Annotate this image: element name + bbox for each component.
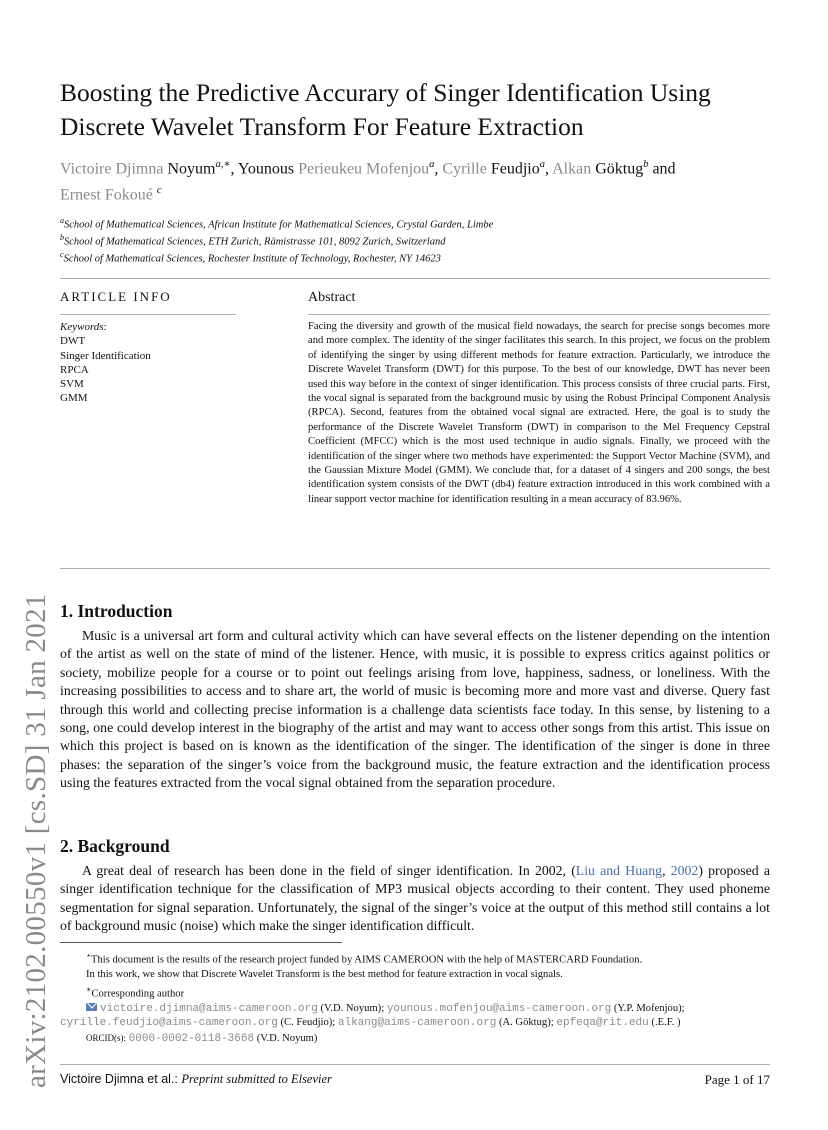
affiliation-mark: b bbox=[60, 233, 64, 242]
author-affiliation-mark: a bbox=[539, 159, 545, 170]
keyword: DWT bbox=[60, 335, 86, 348]
introduction-paragraph: Music is a universal art form and cultural activity which can have several effects on the listener depending on the intention of the artist as well on the state of mind of the listener. Hence, with music, it is possible to express critics against politics or society, mobilize people for a course or to point out feelings arising from love, happiness, sadness, or loneliness. With the increasing possibilities to access and to share art, the world of music is becoming more and more vast and diverse. Query fast through this world and collecting precise information is a challenge data scientists face today. In this sense, by listening to a song, one could develop interest in the biography of the artist and may want to access other songs from this artist. This issue on which this project is based on is known as the identification of the singer. The identification of the singer is done in three phases: the separation of the singer’s voice from the background music, the feature extraction and the identification process using the features extracted from the vocal signal obtained from the separation procedure. bbox=[60, 628, 770, 791]
affiliation bbox=[60, 216, 493, 231]
article-info-divider bbox=[60, 314, 236, 315]
affiliation bbox=[60, 233, 445, 248]
keyword: RPCA bbox=[60, 363, 89, 376]
abstract-bottom-divider bbox=[60, 568, 770, 569]
email-owner: (C. Feudjio); bbox=[277, 1017, 338, 1029]
author-family-name: Noyum bbox=[167, 160, 216, 178]
email-line-1 bbox=[60, 1002, 772, 1017]
section-heading-background: 2. Background bbox=[60, 836, 170, 856]
citation-separator: , bbox=[662, 863, 671, 878]
orcid-owner: (V.D. Noyum) bbox=[254, 1033, 318, 1045]
footer-journal: Preprint submitted to Elsevier bbox=[181, 1072, 332, 1086]
orcid-line bbox=[60, 1031, 772, 1047]
header-divider bbox=[60, 278, 770, 279]
funding-footnote bbox=[60, 949, 772, 968]
abstract-divider bbox=[308, 314, 770, 315]
footer-authors: Victoire Djimna et al.: bbox=[60, 1072, 182, 1086]
page-number: Page 1 of 17 bbox=[704, 1072, 770, 1087]
author-affiliation-mark: a bbox=[429, 159, 435, 170]
email-link[interactable]: epfeqa@rit.edu bbox=[556, 1017, 649, 1030]
author-family-name: Feudjio bbox=[490, 160, 540, 178]
corresponding-footnote bbox=[60, 983, 772, 1002]
envelope-icon bbox=[86, 1003, 97, 1011]
section-heading-introduction: 1. Introduction bbox=[60, 601, 173, 621]
affiliation-text: School of Mathematical Sciences, Rochester Institute of Technology, Rochester, NY 14623 bbox=[63, 253, 441, 265]
affiliation-text: School of Mathematical Sciences, African Institute for Mathematical Sciences, Crystal Garden, Limbe bbox=[64, 219, 494, 231]
author-separator: , bbox=[230, 160, 238, 178]
background-text: A great deal of research has been done in the field of singer identification. In 2002, ( bbox=[82, 863, 576, 878]
affiliation-mark: a bbox=[60, 216, 64, 225]
article-info-heading: ARTICLE INFO bbox=[60, 289, 172, 304]
author-given-name: Victoire Djimna bbox=[60, 160, 164, 178]
author-given-name: Alkan bbox=[552, 160, 592, 178]
background-paragraph bbox=[60, 862, 770, 936]
citation-author[interactable]: Liu and Huang bbox=[575, 863, 663, 878]
author-given-name: Ernest Fokoué bbox=[60, 186, 153, 204]
footer-running-head bbox=[60, 1072, 332, 1087]
email-owner: (V.D. Noyum); bbox=[317, 1002, 387, 1014]
keyword: GMM bbox=[60, 392, 88, 405]
keyword: Singer Identification bbox=[60, 349, 151, 362]
footnotes bbox=[60, 949, 772, 1047]
affiliation-mark: c bbox=[60, 250, 64, 259]
footnote-text: This document is the results of the research project funded by AIMS CAMEROON with the help of MASTERCARD Foundation. bbox=[91, 954, 643, 966]
title-line-1: Boosting the Predictive Accurary of Singer Identification Using bbox=[60, 78, 711, 107]
email-link[interactable]: alkang@aims-cameroon.org bbox=[337, 1017, 497, 1030]
orcid-label: ORCID(s): bbox=[86, 1033, 126, 1044]
author-affiliation-mark: c bbox=[156, 185, 162, 197]
abstract-text: Facing the diversity and growth of the musical field nowadays, the search for precise songs becomes more and more complex. The identity of the singer facilitates this search. In this project, we focus on the problem of identifying the singer by using different methods for feature extraction. Particularly, we introduce the Discrete Wavelet Transform (DWT) for this purpose. To the best of our knowledge, DWT has never been used this way before in the context of singer identification. This process consists of three crucial parts. First, the vocal signal is separated from the background music by using the Robust Principal Component Analysis (RPCA). Second, features from the obtained vocal signal are extracted. Here, the goal is to study the performance of the Discrete Wavelet Transform (DWT) in comparison to the Mel Frequency Cepstral Coefficient (MFCC) which is the most used technique in audio signals. Finally, we proceed with the identification of the singer where two methods have experimented: the Support Vector Machine (SVM), and the Gaussian Mixture Model (GMM). We conclude that, for a dataset of 4 singers and 200 songs, the best identification system consists of the DWT (db4) feature extraction introduced in this work combined with a linear support vector machine for identification resulting in a mean accuracy of 83.96%. bbox=[308, 321, 770, 505]
author-separator: , bbox=[544, 160, 553, 178]
author-family-name: Perieukeu Mofenjou bbox=[298, 160, 430, 178]
footnote-text: Corresponding author bbox=[91, 988, 185, 1000]
email-line-2 bbox=[60, 1016, 772, 1031]
author-separator: , bbox=[434, 160, 443, 178]
email-link[interactable]: victoire.djimna@aims-cameroon.org bbox=[100, 1002, 318, 1015]
email-owner: (.E.F. ) bbox=[648, 1017, 681, 1029]
paper-title bbox=[60, 76, 800, 144]
citation-link[interactable] bbox=[576, 863, 662, 878]
footer-divider bbox=[60, 1064, 770, 1065]
affiliation bbox=[60, 250, 441, 265]
author-family-name: Göktug bbox=[595, 160, 644, 178]
author-separator: and bbox=[648, 160, 676, 178]
abstract-heading: Abstract bbox=[308, 290, 356, 305]
author-given-name: Cyrille bbox=[442, 160, 487, 178]
keywords-block: Keywords: DWT Singer Identification RPCA SVM GMM bbox=[60, 321, 151, 405]
funding-footnote-cont: In this work, we show that Discrete Wavelet Transform is the best method for feature extraction in vocal signals. bbox=[86, 969, 563, 981]
author-given-name: Younous bbox=[237, 160, 295, 178]
keyword: SVM bbox=[60, 378, 84, 391]
author-affiliation-mark: b bbox=[643, 159, 649, 170]
footnote-mark: ∗ bbox=[86, 984, 92, 994]
author-list bbox=[60, 154, 780, 207]
author-affiliation-mark: a,∗ bbox=[215, 159, 231, 170]
background-text: ) proposed a singer identification technique for the classification of MP3 musical objects according to their content. They used phoneme segmentation for signal separation. Unfortunately, the signal of the singer’s voice at the output of this method still contains a lot of background music (noise) which make the singer identification difficult. bbox=[60, 863, 770, 934]
email-link[interactable]: younous.mofenjou@aims-cameroon.org bbox=[386, 1002, 612, 1015]
email-link[interactable]: cyrille.feudjio@aims-cameroon.org bbox=[60, 1017, 278, 1030]
orcid-link[interactable]: 0000-0002-0118-3668 bbox=[128, 1033, 255, 1046]
footnote-rule bbox=[60, 942, 342, 943]
keywords-label: Keywords bbox=[60, 321, 104, 333]
email-owner: (Y.P. Mofenjou); bbox=[611, 1002, 685, 1014]
arxiv-stamp: arXiv:2102.00550v1 [cs.SD] 31 Jan 2021 bbox=[20, 593, 52, 1088]
footnote-mark: ⋆ bbox=[86, 951, 92, 960]
email-owner: (A. Göktug); bbox=[496, 1017, 557, 1029]
title-line-2: Discrete Wavelet Transform For Feature Extraction bbox=[60, 112, 584, 141]
affiliation-text: School of Mathematical Sciences, ETH Zurich, Rämistrasse 101, 8092 Zurich, Switzerland bbox=[64, 236, 446, 248]
citation-year-link[interactable]: 2002 bbox=[670, 863, 699, 878]
